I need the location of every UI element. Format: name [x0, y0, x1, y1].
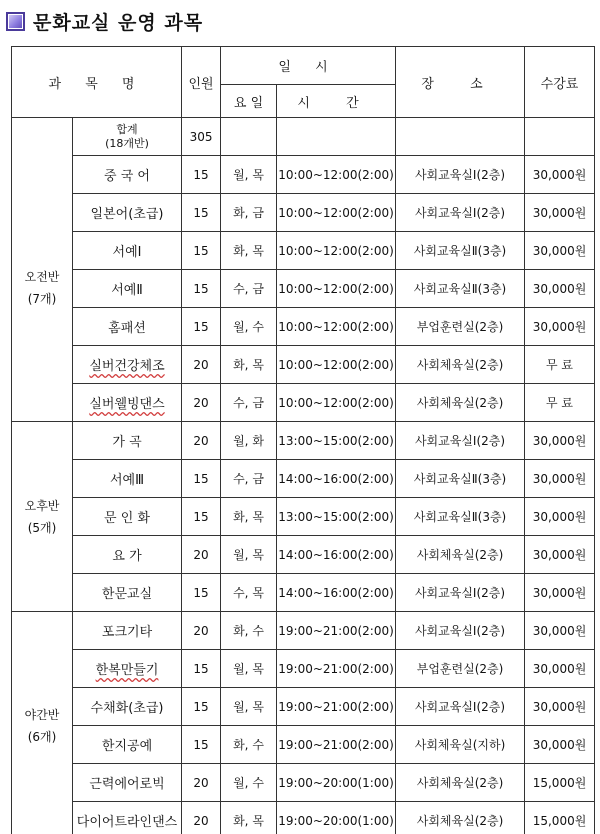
- subject-cell: 다이어트라인댄스: [73, 802, 182, 834]
- time-cell: 10:00~12:00(2:00): [277, 384, 396, 422]
- capacity-cell: 15: [182, 688, 221, 726]
- day-cell: 화, 목: [221, 232, 277, 270]
- place-cell: 사회교육실Ⅱ(3층): [396, 460, 525, 498]
- table-row: [12, 384, 595, 422]
- fee-cell: 30,000원: [525, 612, 595, 650]
- capacity-cell: 20: [182, 612, 221, 650]
- fee-cell: 30,000원: [525, 460, 595, 498]
- place-cell: 사회체육실(2층): [396, 384, 525, 422]
- header-schedule: 일 시: [221, 47, 396, 85]
- table-row: [12, 232, 595, 270]
- table-row: [12, 194, 595, 232]
- fee-cell: 30,000원: [525, 194, 595, 232]
- place-cell: 사회교육실Ⅰ(2층): [396, 422, 525, 460]
- header-fee: 수강료: [525, 47, 595, 118]
- header-time: 시 간: [277, 85, 396, 118]
- table-row: [12, 498, 595, 536]
- header-day: 요 일: [221, 85, 277, 118]
- table-row: [12, 650, 595, 688]
- summary-group-cell: [12, 118, 73, 156]
- group-label: 오전반 (7개): [12, 156, 73, 422]
- place-cell: 부업훈련실(2층): [396, 650, 525, 688]
- capacity-cell: 20: [182, 764, 221, 802]
- subject-cell: 홈패션: [73, 308, 182, 346]
- summary-empty: [277, 118, 396, 156]
- fee-cell: 30,000원: [525, 688, 595, 726]
- time-cell: 19:00~21:00(2:00): [277, 726, 396, 764]
- fee-cell: 30,000원: [525, 422, 595, 460]
- table-row: [12, 726, 595, 764]
- schedule-table: [11, 46, 595, 834]
- time-cell: 10:00~12:00(2:00): [277, 346, 396, 384]
- subject-cell: 요 가: [73, 536, 182, 574]
- table-row: [12, 346, 595, 384]
- table-row: [12, 308, 595, 346]
- time-cell: 14:00~16:00(2:00): [277, 574, 396, 612]
- fee-cell: 30,000원: [525, 536, 595, 574]
- capacity-cell: 15: [182, 650, 221, 688]
- place-cell: 사회교육실Ⅰ(2층): [396, 156, 525, 194]
- time-cell: 10:00~12:00(2:00): [277, 156, 396, 194]
- day-cell: 수, 금: [221, 270, 277, 308]
- subject-cell: 서예Ⅱ: [73, 270, 182, 308]
- day-cell: 수, 금: [221, 460, 277, 498]
- fee-cell: 무 료: [525, 384, 595, 422]
- summary-label: 합계 (18개반): [73, 118, 182, 156]
- subject-cell: 한복만들기: [73, 650, 182, 688]
- day-cell: 월, 목: [221, 156, 277, 194]
- table-row: [12, 536, 595, 574]
- capacity-cell: 15: [182, 574, 221, 612]
- capacity-cell: 15: [182, 726, 221, 764]
- time-cell: 19:00~21:00(2:00): [277, 688, 396, 726]
- fee-cell: 30,000원: [525, 498, 595, 536]
- time-cell: 13:00~15:00(2:00): [277, 498, 396, 536]
- place-cell: 사회교육실Ⅱ(3층): [396, 270, 525, 308]
- table-row: [12, 460, 595, 498]
- place-cell: 사회체육실(2층): [396, 764, 525, 802]
- summary-empty: [396, 118, 525, 156]
- place-cell: 사회교육실Ⅱ(3층): [396, 232, 525, 270]
- day-cell: 월, 목: [221, 688, 277, 726]
- title-row: [6, 4, 203, 38]
- day-cell: 수, 금: [221, 384, 277, 422]
- subject-cell: 문 인 화: [73, 498, 182, 536]
- capacity-cell: 15: [182, 232, 221, 270]
- day-cell: 월, 수: [221, 308, 277, 346]
- place-cell: 사회체육실(2층): [396, 802, 525, 834]
- day-cell: 화, 수: [221, 612, 277, 650]
- table-row: [12, 688, 595, 726]
- capacity-cell: 20: [182, 384, 221, 422]
- time-cell: 19:00~20:00(1:00): [277, 802, 396, 834]
- day-cell: 월, 목: [221, 536, 277, 574]
- subject-cell: 서예Ⅲ: [73, 460, 182, 498]
- table-row: [12, 156, 595, 194]
- subject-cell: 실버건강체조: [73, 346, 182, 384]
- day-cell: 월, 화: [221, 422, 277, 460]
- subject-cell: 포크기타: [73, 612, 182, 650]
- header-place: 장 소: [396, 47, 525, 118]
- page-title: 문화교실 운영 과목: [33, 11, 204, 34]
- time-cell: 10:00~12:00(2:00): [277, 232, 396, 270]
- time-cell: 10:00~12:00(2:00): [277, 308, 396, 346]
- place-cell: 사회교육실Ⅱ(3층): [396, 498, 525, 536]
- capacity-cell: 20: [182, 802, 221, 834]
- day-cell: 수, 목: [221, 574, 277, 612]
- capacity-cell: 15: [182, 194, 221, 232]
- fee-cell: 30,000원: [525, 574, 595, 612]
- time-cell: 19:00~21:00(2:00): [277, 612, 396, 650]
- subject-cell: 근력에어로빅: [73, 764, 182, 802]
- time-cell: 19:00~21:00(2:00): [277, 650, 396, 688]
- capacity-cell: 15: [182, 498, 221, 536]
- fee-cell: 30,000원: [525, 156, 595, 194]
- day-cell: 화, 목: [221, 802, 277, 834]
- subject-cell: 수채화(초급): [73, 688, 182, 726]
- capacity-cell: 15: [182, 460, 221, 498]
- summary-capacity: 305: [182, 118, 221, 156]
- summary-row: [12, 118, 595, 156]
- table-row: [12, 764, 595, 802]
- group-label: 오후반 (5개): [12, 422, 73, 612]
- capacity-cell: 15: [182, 308, 221, 346]
- capacity-cell: 15: [182, 156, 221, 194]
- place-cell: 사회체육실(2층): [396, 536, 525, 574]
- table-row: [12, 612, 595, 650]
- subject-cell: 실버웰빙댄스: [73, 384, 182, 422]
- fee-cell: 30,000원: [525, 650, 595, 688]
- capacity-cell: 20: [182, 536, 221, 574]
- table-row: [12, 802, 595, 834]
- fee-cell: 30,000원: [525, 270, 595, 308]
- day-cell: 화, 수: [221, 726, 277, 764]
- place-cell: 사회체육실(지하): [396, 726, 525, 764]
- subject-cell: 중 국 어: [73, 156, 182, 194]
- place-cell: 사회교육실Ⅰ(2층): [396, 612, 525, 650]
- table-row: [12, 574, 595, 612]
- time-cell: 14:00~16:00(2:00): [277, 536, 396, 574]
- place-cell: 부업훈련실(2층): [396, 308, 525, 346]
- day-cell: 화, 목: [221, 498, 277, 536]
- schedule-body: [12, 118, 595, 834]
- capacity-cell: 15: [182, 270, 221, 308]
- fee-cell: 30,000원: [525, 308, 595, 346]
- fee-cell: 15,000원: [525, 764, 595, 802]
- header-subject: 과 목 명: [12, 47, 182, 118]
- day-cell: 월, 수: [221, 764, 277, 802]
- table-row: [12, 422, 595, 460]
- time-cell: 10:00~12:00(2:00): [277, 194, 396, 232]
- subject-cell: 한문교실: [73, 574, 182, 612]
- fee-cell: 무 료: [525, 346, 595, 384]
- fee-cell: 15,000원: [525, 802, 595, 834]
- time-cell: 13:00~15:00(2:00): [277, 422, 396, 460]
- summary-empty: [221, 118, 277, 156]
- fee-cell: 30,000원: [525, 726, 595, 764]
- day-cell: 화, 목: [221, 346, 277, 384]
- subject-cell: 서예Ⅰ: [73, 232, 182, 270]
- subject-cell: 가 곡: [73, 422, 182, 460]
- capacity-cell: 20: [182, 346, 221, 384]
- time-cell: 10:00~12:00(2:00): [277, 270, 396, 308]
- table-row: [12, 270, 595, 308]
- group-label: 야간반 (6개): [12, 612, 73, 834]
- time-cell: 14:00~16:00(2:00): [277, 460, 396, 498]
- day-cell: 월, 목: [221, 650, 277, 688]
- capacity-cell: 20: [182, 422, 221, 460]
- subject-cell: 한지공예: [73, 726, 182, 764]
- place-cell: 사회교육실Ⅰ(2층): [396, 194, 525, 232]
- subject-cell: 일본어(초급): [73, 194, 182, 232]
- summary-empty: [525, 118, 595, 156]
- time-cell: 19:00~20:00(1:00): [277, 764, 396, 802]
- day-cell: 화, 금: [221, 194, 277, 232]
- square-bullet-icon: [6, 12, 25, 31]
- place-cell: 사회교육실Ⅰ(2층): [396, 574, 525, 612]
- header-capacity: 인원: [182, 47, 221, 118]
- fee-cell: 30,000원: [525, 232, 595, 270]
- place-cell: 사회체육실(2층): [396, 346, 525, 384]
- place-cell: 사회교육실Ⅰ(2층): [396, 688, 525, 726]
